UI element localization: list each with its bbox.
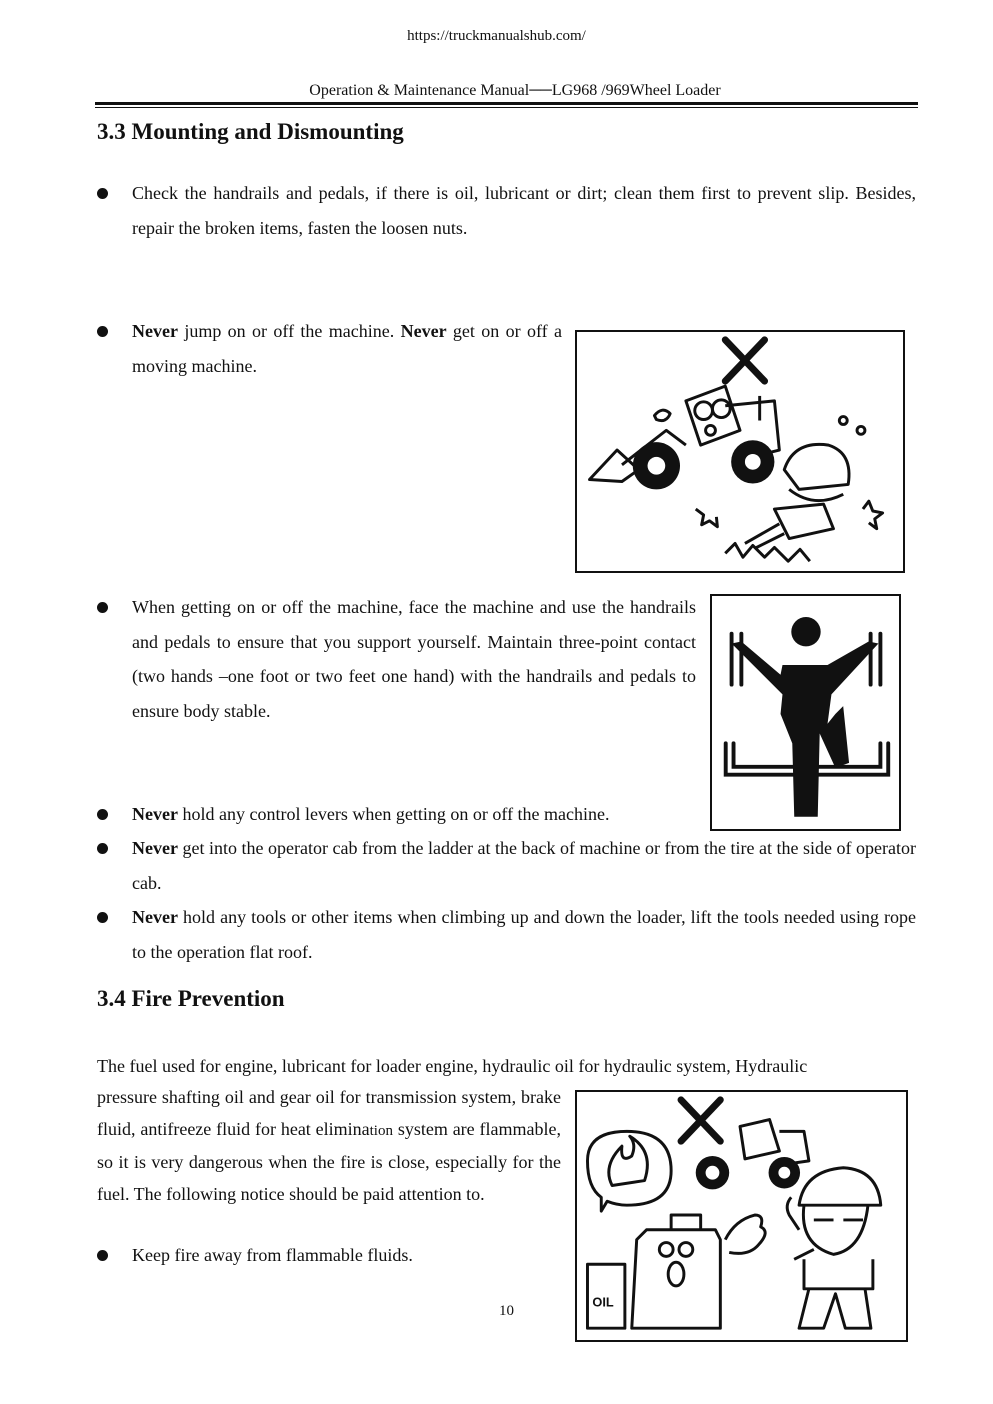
person-head-icon	[791, 617, 820, 646]
person-body-icon	[732, 642, 879, 817]
prohibited-x-icon	[725, 340, 764, 381]
running-header: Operation & Maintenance Manual──LG968 /969Wheel Loader	[309, 82, 721, 99]
stop-hand-icon	[725, 1215, 765, 1253]
bullet-text: get on or off a moving machine.	[132, 321, 563, 376]
fire-text: pressure shafting oil and gear oil for transmission system, brake fluid, antifreeze fluid for heat elimina	[97, 1087, 561, 1139]
flame-icon	[609, 1136, 648, 1185]
helmet-shape	[784, 444, 849, 489]
fire-text: system are flammable, so it is very dangerous when the fire is close, especially for the fuel. The following notice should be paid attention to.	[97, 1118, 561, 1204]
never-emphasis: Never	[132, 838, 178, 858]
oil-drum-label: OIL	[592, 1294, 614, 1310]
bullet-never-ladder	[132, 831, 916, 900]
fire-paragraph-line-1: The fuel used for engine, lubricant for loader engine, hydraulic oil for hydraulic system, Hydraulic	[97, 1056, 808, 1076]
never-emphasis: Never	[400, 321, 447, 341]
bullet-keep-fire-away: Keep fire away from flammable fluids.	[132, 1239, 632, 1271]
page-url: https://truckmanualshub.com/	[407, 28, 586, 44]
bullet-never-control-levers	[132, 797, 916, 832]
prohibited-x-icon	[681, 1100, 720, 1141]
header-rule-thin	[95, 107, 918, 108]
fire-text-small: tion	[369, 1122, 393, 1139]
illustration-three-point-contact	[710, 594, 901, 831]
fire-paragraph-rest	[97, 1082, 561, 1210]
section-3-4-title: 3.4 Fire Prevention	[97, 986, 285, 1011]
helmet-shape	[799, 1168, 881, 1205]
bullet-never-jump	[132, 314, 562, 383]
never-emphasis: Never	[132, 321, 178, 341]
never-emphasis: Never	[132, 804, 178, 824]
bullet-text: hold any tools or other items when climbing up and down the loader, lift the tools needed using rope to the operation flat roof.	[132, 907, 916, 962]
bucket-shape	[590, 450, 639, 481]
bullet-text: hold any control levers when getting on or off the machine.	[177, 804, 610, 824]
illustration-jumping-off-loader	[575, 330, 905, 573]
bullet-three-point-contact: When getting on or off the machine, face the machine and use the handrails and pedals to ensure that you support yourself. Maintain three-point contact (two hands –one foot or two feet one hand) with the handrails and pedals to ensure body stable.	[132, 590, 696, 728]
header-rule-thick	[95, 102, 918, 105]
bullet-text: jump on or off the machine.	[177, 321, 401, 341]
never-emphasis: Never	[132, 907, 178, 927]
bullet-text: get into the operator cab from the ladder at the back of machine or from the tire at the side of operator cab.	[132, 838, 916, 893]
section-3-3-title: 3.3 Mounting and Dismounting	[97, 119, 404, 144]
page-number: 10	[499, 1303, 514, 1319]
loader-fall-drawing	[577, 332, 903, 571]
bullet-check-handrails: Check the handrails and pedals, if there is oil, lubricant or dirt; clean them first to prevent slip. Besides, repair the broken items, fasten the loosen nuts.	[132, 176, 916, 245]
thought-bubble-shape	[587, 1131, 671, 1211]
climbing-figure-drawing	[712, 596, 899, 829]
bullet-never-hold-tools	[132, 900, 916, 969]
